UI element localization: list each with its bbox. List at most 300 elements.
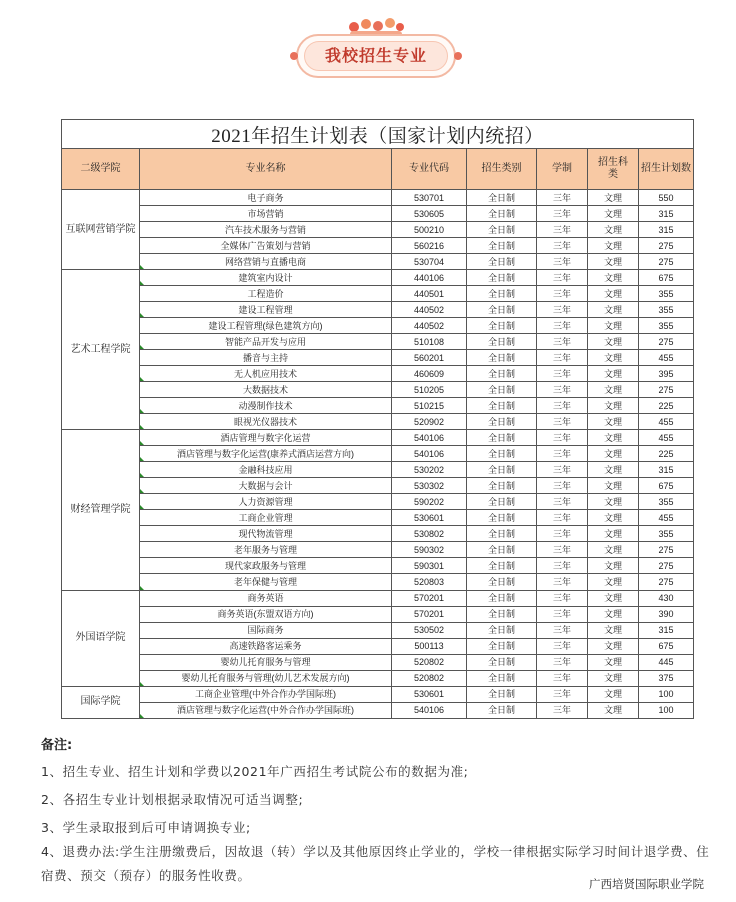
major-code: 520802 <box>392 670 467 686</box>
major-code: 530302 <box>392 478 467 494</box>
college-name: 国际学院 <box>62 686 140 718</box>
table-row <box>62 366 694 382</box>
quota: 375 <box>639 670 694 686</box>
header-subject: 招生科类 <box>588 149 639 190</box>
major-code: 530605 <box>392 206 467 222</box>
cell-marker-icon <box>140 265 144 269</box>
enroll-category: 全日制 <box>467 350 537 366</box>
duration: 三年 <box>537 510 588 526</box>
major-code: 510205 <box>392 382 467 398</box>
cell-marker-icon <box>140 505 144 509</box>
subject-type: 文理 <box>588 494 639 510</box>
major-code: 510108 <box>392 334 467 350</box>
major-code: 540106 <box>392 702 467 718</box>
quota: 225 <box>639 446 694 462</box>
enroll-category: 全日制 <box>467 590 537 606</box>
table-row <box>62 238 694 254</box>
major-name <box>140 430 392 446</box>
subject-type: 文理 <box>588 350 639 366</box>
table-row <box>62 334 694 350</box>
table-row <box>62 286 694 302</box>
subject-type: 文理 <box>588 686 639 702</box>
table-row <box>62 542 694 558</box>
major-code: 530704 <box>392 254 467 270</box>
table-row <box>62 414 694 430</box>
major-name-text: 汽车技术服务与营销 <box>224 224 306 235</box>
major-code: 560216 <box>392 238 467 254</box>
major-name <box>140 366 392 382</box>
table-row <box>62 510 694 526</box>
enroll-category: 全日制 <box>467 622 537 638</box>
quota: 455 <box>639 350 694 366</box>
enroll-category: 全日制 <box>467 446 537 462</box>
enroll-category: 全日制 <box>467 526 537 542</box>
major-name <box>140 238 392 254</box>
major-name <box>140 382 392 398</box>
major-name <box>140 254 392 270</box>
cell-marker-icon <box>140 473 144 477</box>
duration: 三年 <box>537 190 588 206</box>
subject-type: 文理 <box>588 302 639 318</box>
header-major: 专业名称 <box>140 149 392 190</box>
table-row <box>62 638 694 654</box>
table-header-row <box>62 149 694 190</box>
major-name-text: 老年保健与管理 <box>233 576 297 587</box>
quota: 455 <box>639 414 694 430</box>
subject-type: 文理 <box>588 542 639 558</box>
quota: 430 <box>639 590 694 606</box>
duration: 三年 <box>537 590 588 606</box>
major-code: 440502 <box>392 302 467 318</box>
duration: 三年 <box>537 558 588 574</box>
college-name: 艺术工程学院 <box>62 270 140 430</box>
enroll-category: 全日制 <box>467 542 537 558</box>
major-name-text: 眼视光仪器技术 <box>233 416 297 427</box>
enroll-category: 全日制 <box>467 430 537 446</box>
major-name <box>140 606 392 622</box>
major-code: 520802 <box>392 654 467 670</box>
enroll-category: 全日制 <box>467 302 537 318</box>
major-name-text: 高速铁路客运乘务 <box>229 641 302 652</box>
quota: 455 <box>639 510 694 526</box>
duration: 三年 <box>537 270 588 286</box>
table-row <box>62 446 694 462</box>
table-row <box>62 254 694 270</box>
header-quota: 招生计划数 <box>639 149 694 190</box>
subject-type: 文理 <box>588 238 639 254</box>
quota: 355 <box>639 302 694 318</box>
quota: 275 <box>639 238 694 254</box>
duration: 三年 <box>537 654 588 670</box>
subject-type: 文理 <box>588 190 639 206</box>
subject-type: 文理 <box>588 622 639 638</box>
major-name-text: 现代家政服务与管理 <box>224 560 306 571</box>
cell-marker-icon <box>140 377 144 381</box>
enroll-category: 全日制 <box>467 398 537 414</box>
subject-type: 文理 <box>588 606 639 622</box>
major-name <box>140 270 392 286</box>
major-code: 530701 <box>392 190 467 206</box>
subject-type: 文理 <box>588 382 639 398</box>
major-name-text: 大数据与会计 <box>238 480 293 491</box>
major-name <box>140 558 392 574</box>
table-row <box>62 654 694 670</box>
college-name: 外国语学院 <box>62 590 140 686</box>
major-name <box>140 702 392 718</box>
major-code: 590302 <box>392 542 467 558</box>
subject-type: 文理 <box>588 430 639 446</box>
note-item-1: 1、招生专业、招生计划和学费以2021年广西招生考试院公布的数据为准; <box>41 764 469 779</box>
subject-type: 文理 <box>588 270 639 286</box>
major-name-text: 商务英语 <box>247 593 284 603</box>
major-code: 530502 <box>392 622 467 638</box>
enroll-category: 全日制 <box>467 286 537 302</box>
note-item-2: 2、各招生专业计划根据录取情况可适当调整; <box>41 792 304 807</box>
cell-marker-icon <box>140 281 144 285</box>
major-code: 520803 <box>392 574 467 590</box>
major-code: 570201 <box>392 590 467 606</box>
major-code: 460609 <box>392 366 467 382</box>
duration: 三年 <box>537 494 588 510</box>
major-name <box>140 574 392 590</box>
major-name-text: 建筑室内设计 <box>238 272 293 283</box>
duration: 三年 <box>537 574 588 590</box>
major-name-text: 无人机应用技术 <box>233 368 297 379</box>
banner-dot-right <box>454 52 462 60</box>
banner-dot-left <box>290 52 298 60</box>
duration: 三年 <box>537 622 588 638</box>
header-category: 招生类别 <box>467 149 537 190</box>
major-name-text: 婴幼儿托育服务与管理(幼儿艺术发展方向) <box>181 673 350 684</box>
note-item-4: 4、退费办法:学生注册缴费后，因故退（转）学以及其他原因终止学业的，学校一律根据实际学习时间计退学费、住宿费、预交（预存）的服务性收费。 <box>41 844 710 883</box>
enroll-category: 全日制 <box>467 654 537 670</box>
school-name-footer: 广西培贤国际职业学院 <box>589 877 704 891</box>
duration: 三年 <box>537 334 588 350</box>
major-code: 510215 <box>392 398 467 414</box>
major-code: 530202 <box>392 462 467 478</box>
enroll-category: 全日制 <box>467 638 537 654</box>
major-name <box>140 654 392 670</box>
quota: 315 <box>639 222 694 238</box>
major-name-text: 现代物流管理 <box>238 528 293 539</box>
enroll-category: 全日制 <box>467 206 537 222</box>
quota: 675 <box>639 270 694 286</box>
table-row <box>62 606 694 622</box>
table-row <box>62 462 694 478</box>
table-row <box>62 206 694 222</box>
quota: 275 <box>639 574 694 590</box>
subject-type: 文理 <box>588 398 639 414</box>
major-name-text: 电子商务 <box>247 192 284 203</box>
major-name <box>140 222 392 238</box>
major-name <box>140 590 392 606</box>
quota: 275 <box>639 542 694 558</box>
quota: 390 <box>639 606 694 622</box>
table-row <box>62 526 694 542</box>
subject-type: 文理 <box>588 318 639 334</box>
subject-type: 文理 <box>588 254 639 270</box>
major-name-text: 老年服务与管理 <box>233 544 297 555</box>
cell-marker-icon <box>140 489 144 493</box>
major-name <box>140 190 392 206</box>
major-name <box>140 526 392 542</box>
enroll-category: 全日制 <box>467 478 537 494</box>
major-name <box>140 334 392 350</box>
major-name-text: 工商企业管理(中外合作办学国际班) <box>195 689 336 700</box>
major-code: 540106 <box>392 430 467 446</box>
enroll-category: 全日制 <box>467 238 537 254</box>
major-name-text: 播音与主持 <box>242 352 288 363</box>
cell-marker-icon <box>140 441 144 445</box>
cell-marker-icon <box>140 425 144 429</box>
enroll-category: 全日制 <box>467 270 537 286</box>
duration: 三年 <box>537 670 588 686</box>
subject-type: 文理 <box>588 366 639 382</box>
quota: 275 <box>639 558 694 574</box>
major-name <box>140 478 392 494</box>
quota: 445 <box>639 654 694 670</box>
table-row <box>62 302 694 318</box>
major-name-text: 市场营销 <box>247 208 284 219</box>
enroll-category: 全日制 <box>467 190 537 206</box>
subject-type: 文理 <box>588 558 639 574</box>
cell-marker-icon <box>140 313 144 317</box>
major-code: 560201 <box>392 350 467 366</box>
major-code: 500210 <box>392 222 467 238</box>
subject-type: 文理 <box>588 462 639 478</box>
major-name-text: 商务英语(东盟双语方向) <box>217 609 314 620</box>
major-code: 440106 <box>392 270 467 286</box>
duration: 三年 <box>537 446 588 462</box>
major-code: 530601 <box>392 510 467 526</box>
major-name-text: 大数据技术 <box>242 384 288 395</box>
enroll-category: 全日制 <box>467 318 537 334</box>
subject-type: 文理 <box>588 702 639 718</box>
major-name <box>140 670 392 686</box>
table-row <box>62 382 694 398</box>
subject-type: 文理 <box>588 526 639 542</box>
enroll-category: 全日制 <box>467 606 537 622</box>
quota: 455 <box>639 430 694 446</box>
duration: 三年 <box>537 206 588 222</box>
enroll-category: 全日制 <box>467 254 537 270</box>
quota: 225 <box>639 398 694 414</box>
enroll-category: 全日制 <box>467 494 537 510</box>
table-row <box>62 574 694 590</box>
subject-type: 文理 <box>588 334 639 350</box>
major-name-text: 金融科技应用 <box>238 464 293 475</box>
major-name <box>140 286 392 302</box>
subject-type: 文理 <box>588 206 639 222</box>
major-name <box>140 462 392 478</box>
section-banner <box>286 18 466 84</box>
major-name-text: 国际商务 <box>247 625 284 636</box>
enroll-category: 全日制 <box>467 414 537 430</box>
major-name-text: 全媒体广告策划与营销 <box>220 240 311 251</box>
duration: 三年 <box>537 254 588 270</box>
major-name <box>140 686 392 702</box>
banner-title: 我校招生专业 <box>324 46 427 65</box>
major-name-text: 动漫制作技术 <box>238 400 293 411</box>
cell-marker-icon <box>140 409 144 413</box>
cell-marker-icon <box>140 457 144 461</box>
enroll-category: 全日制 <box>467 222 537 238</box>
enroll-category: 全日制 <box>467 558 537 574</box>
quota: 355 <box>639 286 694 302</box>
quota: 550 <box>639 190 694 206</box>
cell-marker-icon <box>140 714 144 718</box>
major-name <box>140 446 392 462</box>
quota: 275 <box>639 334 694 350</box>
major-name <box>140 638 392 654</box>
major-code: 440501 <box>392 286 467 302</box>
enrollment-plan-table <box>61 119 694 719</box>
college-name: 互联网营销学院 <box>62 190 140 270</box>
major-name <box>140 350 392 366</box>
major-code: 500113 <box>392 638 467 654</box>
major-name <box>140 414 392 430</box>
major-code: 520902 <box>392 414 467 430</box>
subject-type: 文理 <box>588 654 639 670</box>
table-row <box>62 430 694 446</box>
duration: 三年 <box>537 398 588 414</box>
major-code: 530802 <box>392 526 467 542</box>
cell-marker-icon <box>140 345 144 349</box>
subject-type: 文理 <box>588 446 639 462</box>
subject-type: 文理 <box>588 590 639 606</box>
quota: 355 <box>639 318 694 334</box>
table-row <box>62 350 694 366</box>
duration: 三年 <box>537 462 588 478</box>
major-name-text: 酒店管理与数字化运营(中外合作办学国际班) <box>177 705 354 716</box>
table-row <box>62 222 694 238</box>
enroll-category: 全日制 <box>467 366 537 382</box>
major-name-text: 建设工程管理(绿色建筑方向) <box>208 320 323 331</box>
major-name <box>140 542 392 558</box>
major-name <box>140 302 392 318</box>
enroll-category: 全日制 <box>467 334 537 350</box>
major-name-text: 建设工程管理 <box>238 304 293 315</box>
table-row <box>62 686 694 702</box>
major-code: 570201 <box>392 606 467 622</box>
cell-marker-icon <box>140 682 144 686</box>
subject-type: 文理 <box>588 510 639 526</box>
quota: 100 <box>639 686 694 702</box>
enroll-category: 全日制 <box>467 574 537 590</box>
table-row <box>62 622 694 638</box>
notes-heading: 备注: <box>41 738 73 753</box>
major-code: 590301 <box>392 558 467 574</box>
quota: 315 <box>639 206 694 222</box>
quota: 100 <box>639 702 694 718</box>
duration: 三年 <box>537 414 588 430</box>
major-name-text: 酒店管理与数字化运营 <box>220 432 311 443</box>
major-name-text: 网络营销与直播电商 <box>224 256 306 267</box>
table-row <box>62 670 694 686</box>
duration: 三年 <box>537 302 588 318</box>
major-name-text: 工商企业管理 <box>238 512 293 523</box>
duration: 三年 <box>537 638 588 654</box>
major-code: 540106 <box>392 446 467 462</box>
subject-type: 文理 <box>588 414 639 430</box>
table-row <box>62 398 694 414</box>
major-code: 530601 <box>392 686 467 702</box>
duration: 三年 <box>537 382 588 398</box>
table-row <box>62 590 694 606</box>
duration: 三年 <box>537 222 588 238</box>
major-name-text: 工程造价 <box>247 288 284 299</box>
table-row <box>62 558 694 574</box>
cell-marker-icon <box>140 586 144 590</box>
header-duration: 学制 <box>537 149 588 190</box>
college-name: 财经管理学院 <box>62 430 140 590</box>
quota: 315 <box>639 462 694 478</box>
major-name-text: 人力资源管理 <box>238 496 293 507</box>
duration: 三年 <box>537 286 588 302</box>
major-name-text: 婴幼儿托育服务与管理 <box>220 657 311 668</box>
major-name <box>140 206 392 222</box>
subject-type: 文理 <box>588 670 639 686</box>
quota: 395 <box>639 366 694 382</box>
enroll-category: 全日制 <box>467 702 537 718</box>
subject-type: 文理 <box>588 222 639 238</box>
subject-type: 文理 <box>588 286 639 302</box>
major-name <box>140 318 392 334</box>
header-college: 二级学院 <box>62 149 140 190</box>
duration: 三年 <box>537 318 588 334</box>
header-code: 专业代码 <box>392 149 467 190</box>
table-row <box>62 318 694 334</box>
table-title: 2021年招生计划表（国家计划内统招） <box>62 120 694 149</box>
duration: 三年 <box>537 526 588 542</box>
quota: 275 <box>639 382 694 398</box>
quota: 355 <box>639 526 694 542</box>
enroll-category: 全日制 <box>467 670 537 686</box>
enroll-category: 全日制 <box>467 510 537 526</box>
table-title-row <box>62 120 694 149</box>
quota: 675 <box>639 478 694 494</box>
duration: 三年 <box>537 478 588 494</box>
table-row <box>62 190 694 206</box>
major-code: 590202 <box>392 494 467 510</box>
major-name <box>140 510 392 526</box>
enroll-category: 全日制 <box>467 686 537 702</box>
major-code: 440502 <box>392 318 467 334</box>
major-name-text: 智能产品开发与应用 <box>224 336 306 347</box>
enroll-category: 全日制 <box>467 382 537 398</box>
duration: 三年 <box>537 238 588 254</box>
duration: 三年 <box>537 702 588 718</box>
table-row <box>62 702 694 718</box>
duration: 三年 <box>537 430 588 446</box>
subject-type: 文理 <box>588 574 639 590</box>
duration: 三年 <box>537 366 588 382</box>
subject-type: 文理 <box>588 638 639 654</box>
quota: 315 <box>639 622 694 638</box>
note-item-3: 3、学生录取报到后可申请调换专业; <box>41 820 251 835</box>
table-row <box>62 478 694 494</box>
table-row <box>62 494 694 510</box>
duration: 三年 <box>537 686 588 702</box>
major-name <box>140 622 392 638</box>
table-row <box>62 270 694 286</box>
duration: 三年 <box>537 542 588 558</box>
duration: 三年 <box>537 606 588 622</box>
quota: 355 <box>639 494 694 510</box>
enroll-category: 全日制 <box>467 462 537 478</box>
quota: 675 <box>639 638 694 654</box>
major-name <box>140 494 392 510</box>
